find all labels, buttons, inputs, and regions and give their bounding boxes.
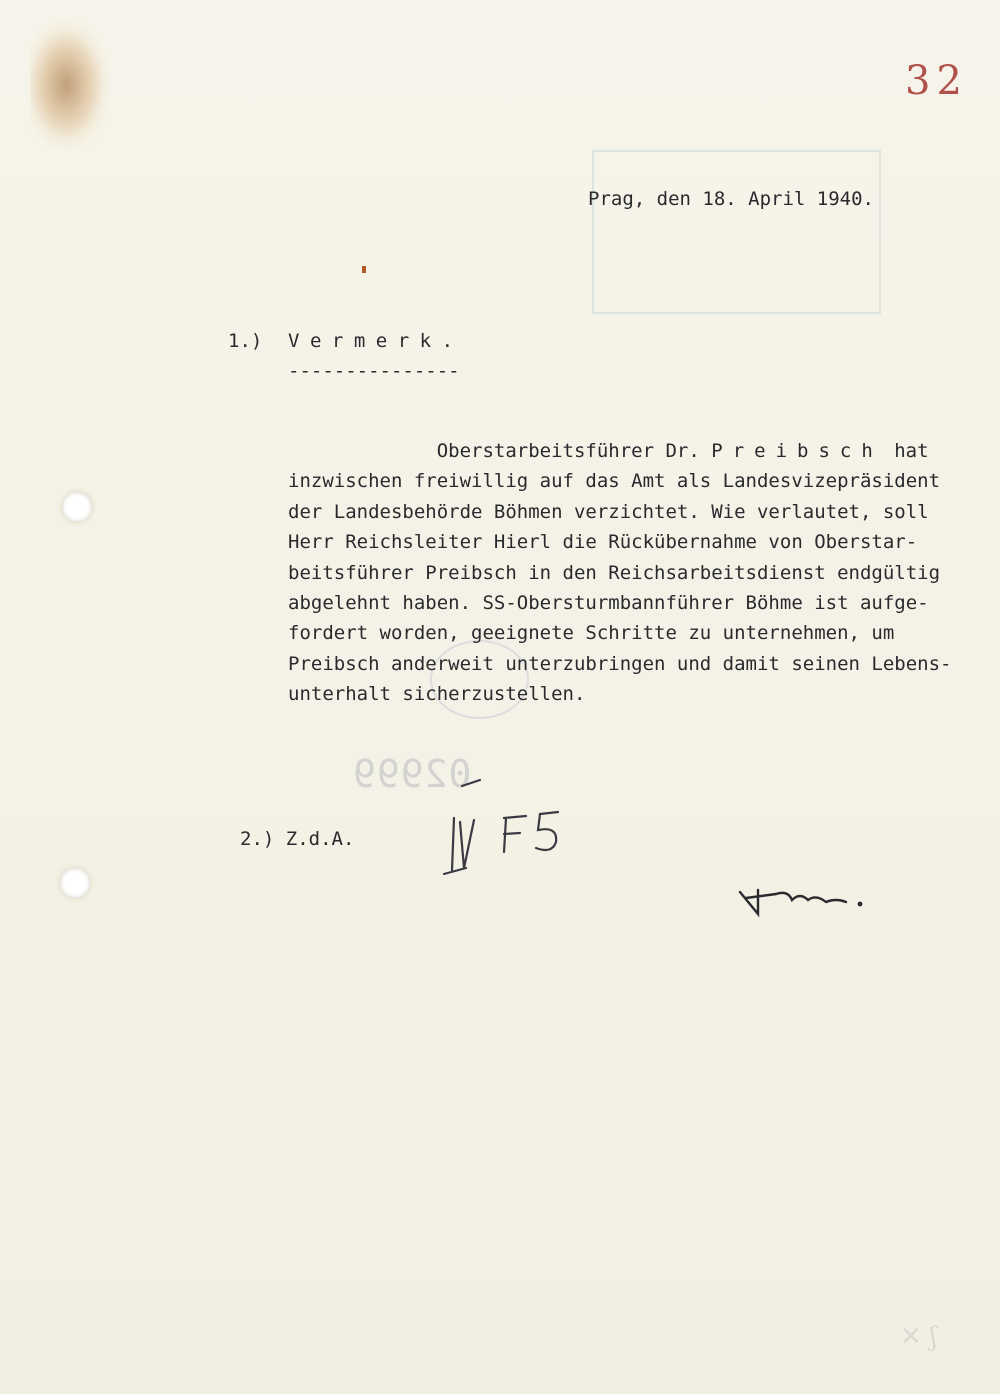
body-line-4: Herr Reichsleiter Hierl die Rückübernahme von Oberstar-: [288, 531, 918, 554]
burn-mark: [30, 20, 110, 150]
item-2-zda: 2.) Z.d.A.: [240, 828, 355, 850]
name-preibsch: Preibsch: [711, 440, 883, 462]
body-line-3: der Landesbehörde Böhmen verzichtet. Wie verlautet, soll: [288, 500, 929, 523]
heading-vermerk: Vermerk.: [288, 330, 464, 352]
handwritten-initials: [736, 878, 866, 928]
ink-mark: [362, 266, 366, 273]
body-line-8: Preibsch anderweit unterzubringen und damit seinen Lebens-: [288, 652, 952, 675]
handwritten-reference-iv-f5: [440, 772, 590, 882]
body-paragraph: [288, 436, 993, 710]
body-line-5: beitsführer Preibsch in den Reichsarbeitsdienst endgültig: [288, 561, 941, 584]
punch-hole-upper: [62, 492, 92, 522]
body-line-1: Oberstarbeitsführer Dr. Preibsch hat: [288, 440, 929, 462]
body-line-6: abgelehnt haben. SS-Obersturmbannführer Böhme ist aufge-: [288, 592, 929, 615]
body-line-7: fordert worden, geeignete Schritte zu unternehmen, um: [288, 622, 895, 645]
punch-hole-lower: [60, 868, 90, 898]
body-line-9: unterhalt sicherzustellen.: [288, 683, 586, 706]
item-1-number: 1.): [228, 330, 263, 352]
page-number: 32: [905, 58, 968, 104]
faint-stamp-box: [592, 150, 881, 314]
body-line-2: inzwischen freiwillig auf das Amt als Landesvizepräsident: [288, 470, 941, 493]
heading-underline: ---------------: [288, 360, 460, 382]
dateline: Prag, den 18. April 1940.: [588, 188, 874, 210]
faint-bleedthrough-mark: ✕ ʃ: [900, 1322, 938, 1352]
faint-stamp-number: 02999: [352, 752, 472, 796]
